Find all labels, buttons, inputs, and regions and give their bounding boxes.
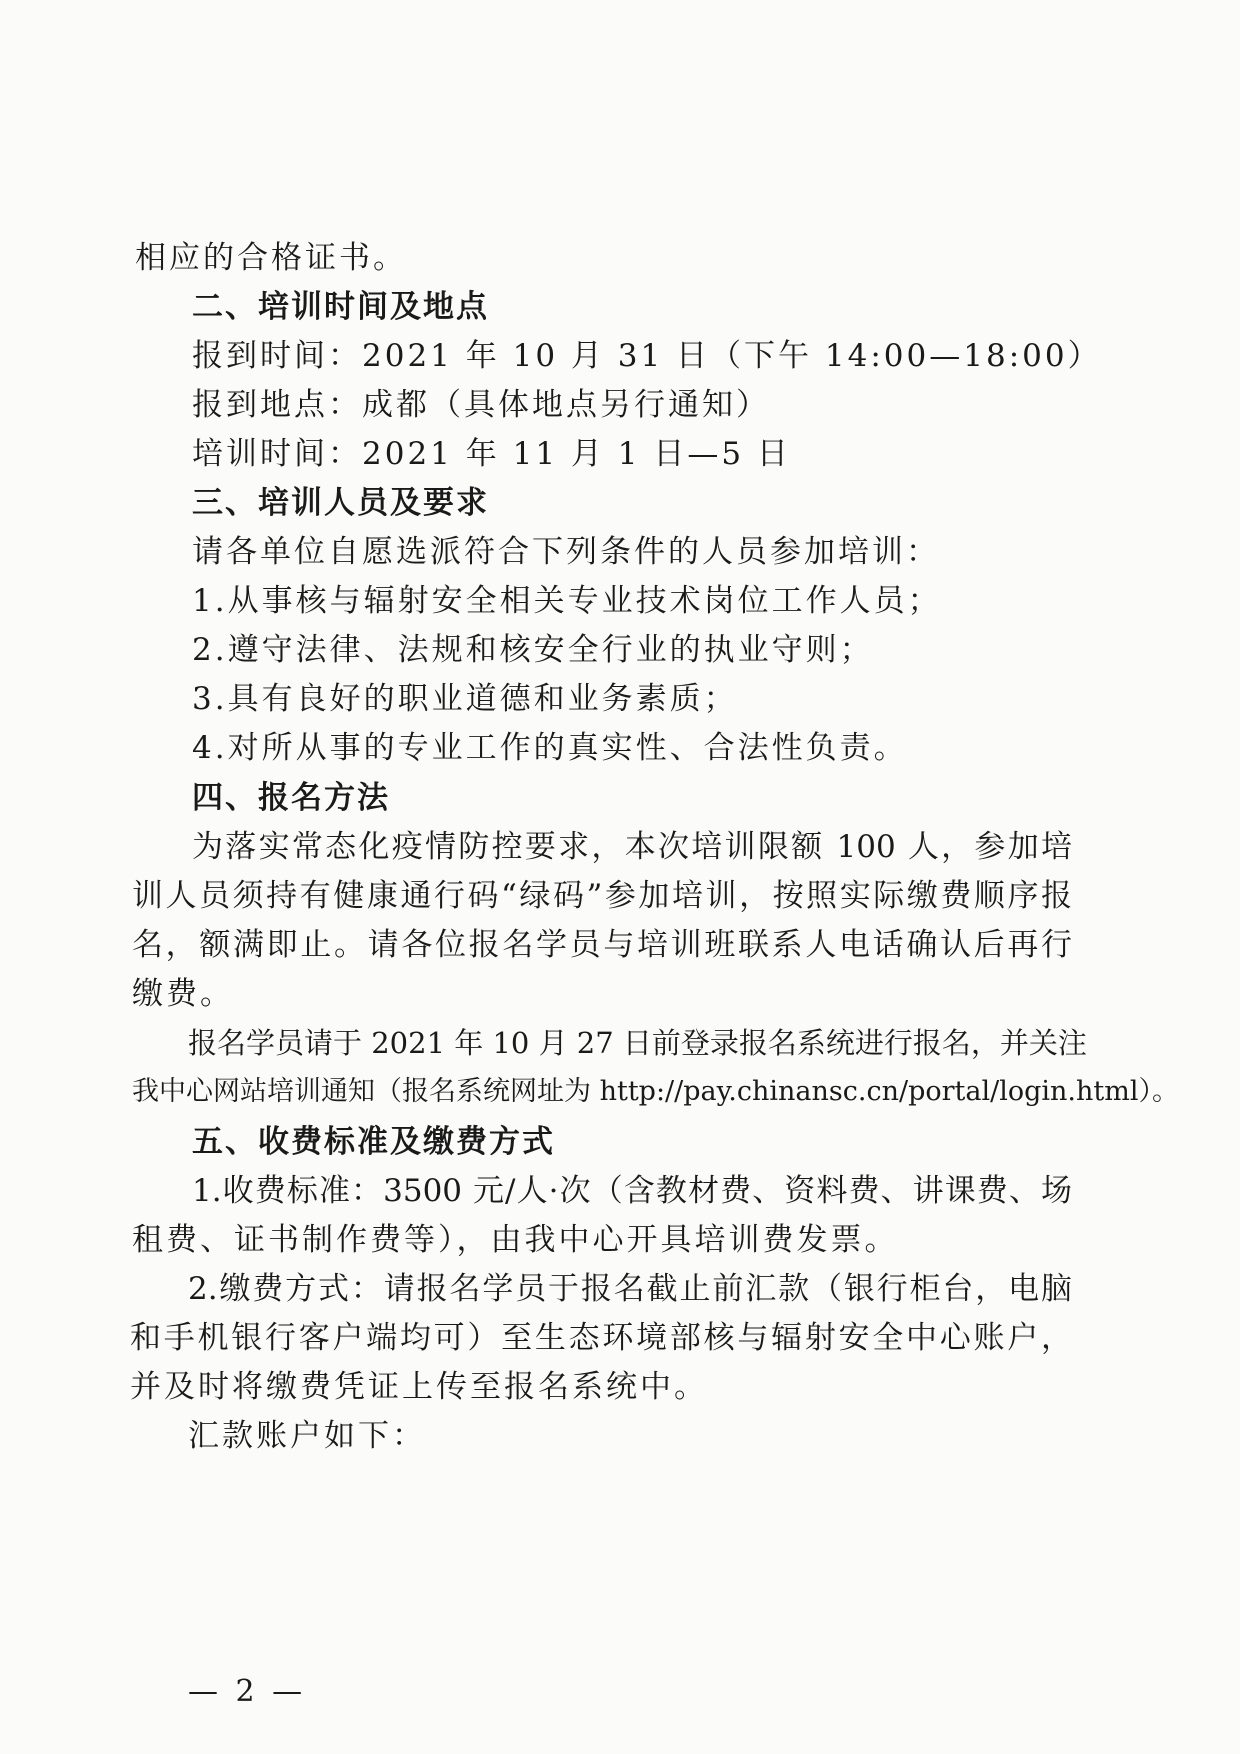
page-number: — 2 — [188, 1674, 307, 1709]
remittance-account-intro: 汇款账户如下： [188, 1418, 426, 1454]
registration-paragraph-line-3: 名，额满即止。请各位报名学员与培训班联系人电话确认后再行 [132, 927, 1072, 963]
registration-paragraph-line-1: 为落实常态化疫情防控要求，本次培训限额 100 人，参加培 [192, 829, 1072, 865]
requirement-item-4: 4.对所从事的专业工作的真实性、合法性负责。 [192, 730, 908, 766]
registration-deadline-line-2: 我中心网站培训通知（报名系统网址为 http://pay.chinansc.cn/portal/login.html）。 [132, 1076, 1179, 1107]
fee-standard-line-1: 1.收费标准：3500 元/人·次（含教材费、资料费、讲课费、场 [192, 1173, 1072, 1209]
report-time-line: 报到时间：2021 年 10 月 31 日（下午 14:00—18:00） [192, 338, 1102, 374]
requirement-item-1: 1.从事核与辐射安全相关专业技术岗位工作人员； [192, 583, 942, 619]
report-place-line: 报到地点：成都（具体地点另行通知） [192, 387, 770, 423]
payment-method-line-2: 和手机银行客户端均可）至生态环境部核与辐射安全中心账户， [130, 1320, 1072, 1356]
registration-deadline-line-1: 报名学员请于 2021 年 10 月 27 日前登录报名系统进行报名，并关注 [188, 1026, 1087, 1060]
registration-paragraph-line-4: 缴费。 [132, 976, 234, 1012]
section-heading-personnel: 三、培训人员及要求 [192, 485, 489, 521]
requirement-item-2: 2.遵守法律、法规和核安全行业的执业守则； [192, 632, 874, 668]
requirement-item-3: 3.具有良好的职业道德和业务素质； [192, 681, 738, 717]
paragraph-continuation: 相应的合格证书。 [135, 240, 407, 276]
section-heading-fees: 五、收费标准及缴费方式 [192, 1124, 555, 1160]
payment-method-line-1: 2.缴费方式：请报名学员于报名截止前汇款（银行柜台，电脑 [188, 1271, 1072, 1307]
training-time-line: 培训时间：2021 年 11 月 1 日—5 日 [192, 436, 791, 472]
payment-method-line-3: 并及时将缴费凭证上传至报名系统中。 [130, 1369, 708, 1405]
section-heading-time-place: 二、培训时间及地点 [192, 289, 489, 325]
requirements-intro: 请各单位自愿选派符合下列条件的人员参加培训： [192, 534, 940, 570]
fee-standard-line-2: 租费、证书制作费等），由我中心开具培训费发票。 [132, 1222, 899, 1258]
section-heading-registration: 四、报名方法 [192, 780, 390, 816]
registration-paragraph-line-2: 训人员须持有健康通行码“绿码”参加培训，按照实际缴费顺序报 [132, 878, 1072, 914]
